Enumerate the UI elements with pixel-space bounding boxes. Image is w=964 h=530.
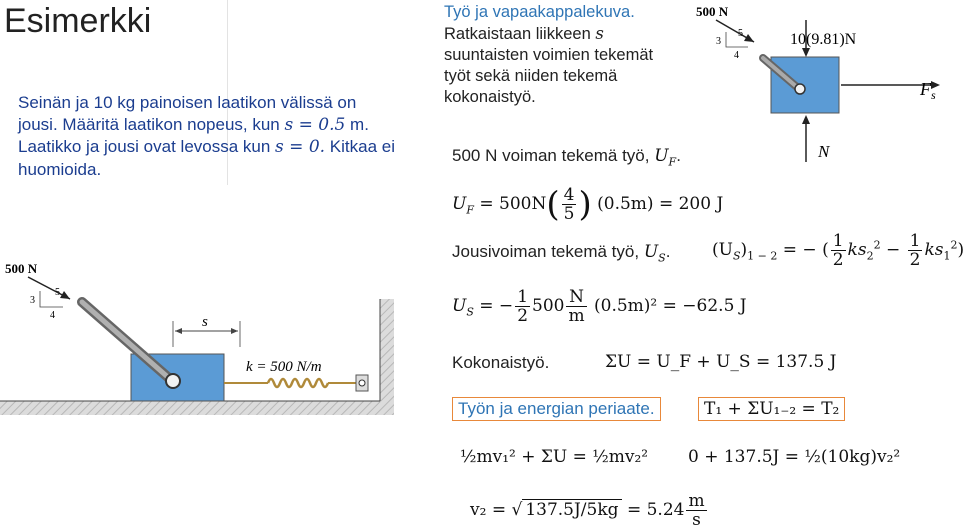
setup-pin	[166, 374, 180, 388]
setup-force-label: 500 N	[5, 261, 38, 276]
problem-text-1: Seinän ja 10 kg painoisen laatikon välissä on jousi. Määritä laatikon nopeus, kun	[18, 93, 357, 134]
problem-text-3: Kitkaa ei huomioida.	[18, 137, 395, 179]
wall	[380, 299, 394, 415]
fbd-spring-label: $F_s$	[920, 79, 936, 102]
task-heading: Työ ja vapaakappalekuva.	[444, 3, 635, 21]
total-label: Kokonaistyö.	[452, 353, 550, 372]
s-label: s	[202, 314, 208, 330]
free-body-diagram	[690, 0, 959, 170]
fbd-box	[771, 57, 839, 113]
us-description: Jousivoiman tekemä työ, $U_S$.	[452, 242, 671, 265]
task-text-a: Ratkaistaan liikkeen	[444, 25, 596, 43]
ground	[0, 401, 390, 415]
spring-coil	[268, 379, 328, 387]
task-text-b: suuntaisten voimien tekemät työt sekä niiden tekemä kokonaistyö.	[444, 46, 654, 106]
task-var: s	[595, 24, 604, 43]
problem-text-2: m. Laatikko ja jousi ovat levossa kun	[18, 114, 369, 156]
uf-equation: $U_F = 500N$( $\frac{4}{5}$ ) (0.5m) = 200 J	[452, 184, 724, 225]
fbd-weight-label: 10(9.81)N	[790, 31, 857, 48]
k-label: k = 500 N/m	[246, 359, 322, 375]
problem-statement	[18, 92, 398, 180]
setup-diagram	[0, 255, 450, 435]
fbd-slope-a: 3	[716, 36, 721, 47]
fbd-slope-b: 5	[738, 28, 743, 39]
fbd-force-label: 500 N	[696, 4, 729, 19]
setup-slope-b: 5	[55, 287, 60, 298]
task-description	[444, 2, 684, 108]
uf-description: 500 N voiman tekemä työ, $U_F$.	[452, 146, 681, 169]
setup-slope-a: 3	[30, 295, 35, 306]
problem-eq-2: s = 0.	[275, 137, 326, 157]
setup-slope-c: 4	[50, 310, 55, 321]
velocity-equation: v₂ = √ 137.5J/5kg = 5.24 $\frac{m}{s}$	[470, 491, 705, 530]
total-equation: ΣU = U_F + U_S = 137.5 J	[605, 352, 837, 372]
energy-equation-right: 0 + 137.5J = ½(10kg)v₂²	[688, 447, 901, 467]
slide-title: Esimerkki	[4, 2, 152, 40]
energy-principle-equation: T₁ + ΣU₁₋₂ = T₂	[698, 397, 845, 421]
fbd-force-arrowhead	[744, 34, 754, 42]
fbd-pin	[795, 84, 805, 94]
fbd-normal-label: N	[818, 142, 830, 161]
energy-equation-left: ½mv₁² + ΣU = ½mv₂²	[460, 447, 649, 467]
energy-principle-label: Työn ja energian periaate.	[452, 397, 661, 421]
us-formula: $(U_S)_{1 - 2}$ = − ( $\frac{1}{2}$ $ks_2^2$ − $\frac{1}{2}$ $ks_1^2$)	[712, 231, 964, 270]
us-equation: $U_S$ = − $\frac{1}{2}$ 500 $\frac{N}{m}$ (0.5m)² = −62.5 J	[452, 287, 747, 326]
fbd-slope-triangle	[726, 32, 748, 47]
fbd-slope-c: 4	[734, 50, 739, 61]
problem-eq-1: s = 0.5	[284, 114, 346, 135]
